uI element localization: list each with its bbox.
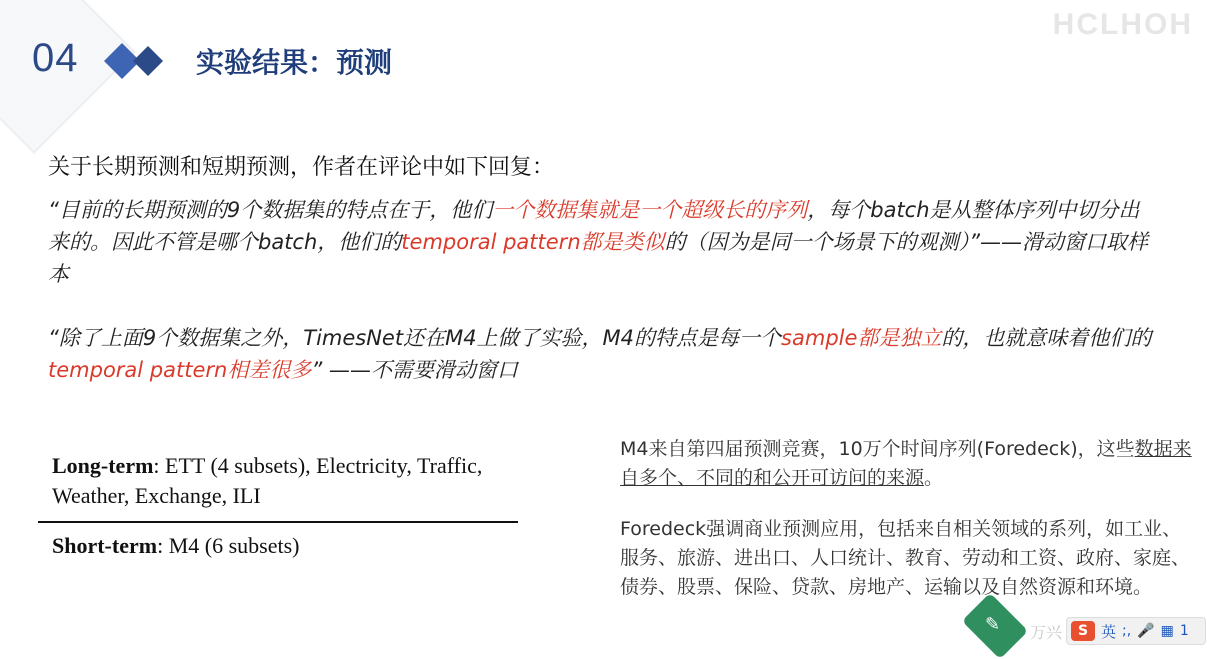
- quote-2-seg: 的，也就意味着他们的: [941, 326, 1152, 350]
- intro-text: 关于长期预测和短期预测，作者在评论中如下回复：: [48, 155, 555, 180]
- quote-1-seg: ，每个batch是从整体序列中切分出来的。因此不管是哪个batch，他们的: [48, 198, 1140, 254]
- quote-1-highlight: temporal pattern都是类似: [401, 230, 665, 254]
- long-term-label: Long-term: [52, 453, 154, 478]
- pencil-icon: ✎: [985, 614, 1001, 635]
- notes-p1-end: 。: [924, 467, 944, 489]
- section-number: 04: [32, 36, 79, 80]
- short-term-value: : M4 (6 subsets): [157, 533, 300, 558]
- ime-toolbar[interactable]: [1066, 617, 1206, 645]
- notes-p1-underline: 数据来自多个、不同的和公开可访问的来源: [620, 438, 1192, 489]
- ime-logo-icon[interactable]: S: [1071, 621, 1095, 641]
- table-row: [38, 451, 518, 523]
- short-term-label: Short-term: [52, 533, 158, 558]
- ime-more-icon[interactable]: 1: [1179, 623, 1189, 639]
- dataset-table: [38, 451, 518, 559]
- faded-taskbar-text: 万兴: [1030, 623, 1063, 642]
- m4-notes: [620, 435, 1200, 624]
- quote-long-term: [48, 194, 1158, 290]
- quote-1-highlight: 一个数据集就是一个超级长的序列: [492, 198, 808, 222]
- table-row: [38, 523, 518, 559]
- watermark: HCLHOH: [1052, 8, 1193, 41]
- quote-2-highlight: temporal pattern相差很多: [48, 358, 312, 382]
- quote-short-term: [48, 322, 1178, 386]
- quote-2-seg: ” ——不需要滑动窗口: [311, 358, 518, 382]
- quote-2-highlight: sample都是独立: [781, 326, 942, 350]
- notes-paragraph: [620, 435, 1200, 493]
- punctuation-icon[interactable]: ;,: [1122, 623, 1132, 639]
- notes-p1-text: M4来自第四届预测竞赛，10万个时间序列(Foredeck)，这些: [620, 438, 1135, 460]
- notes-paragraph: Foredeck强调商业预测应用，包括来自相关领域的系列，如工业、服务、旅游、进出口、人口统计、教育、劳动和工资、政府、家庭、债券、股票、保险、贷款、房地产、运输以及自然资源和环境。: [620, 518, 1191, 598]
- microphone-icon[interactable]: 🎤: [1137, 623, 1155, 639]
- ime-language-toggle[interactable]: 英: [1101, 622, 1117, 641]
- quote-1-seg: 的（因为是同一个场景下的观测）”——滑动窗口取样本: [48, 230, 1149, 286]
- quote-2-seg: “除了上面9个数据集之外，TimesNet还在M4上做了实验，M4的特点是每一个: [48, 326, 782, 350]
- quote-1-seg: “目前的长期预测的9个数据集的特点在于，他们: [48, 198, 493, 222]
- long-term-value: : ETT (4 subsets), Electricity, Traffic, Weather, Exchange, ILI: [52, 453, 483, 508]
- diamond-icon: [104, 43, 168, 79]
- keyboard-icon[interactable]: ▦: [1160, 623, 1174, 639]
- slide-title: 实验结果：预测: [196, 46, 393, 79]
